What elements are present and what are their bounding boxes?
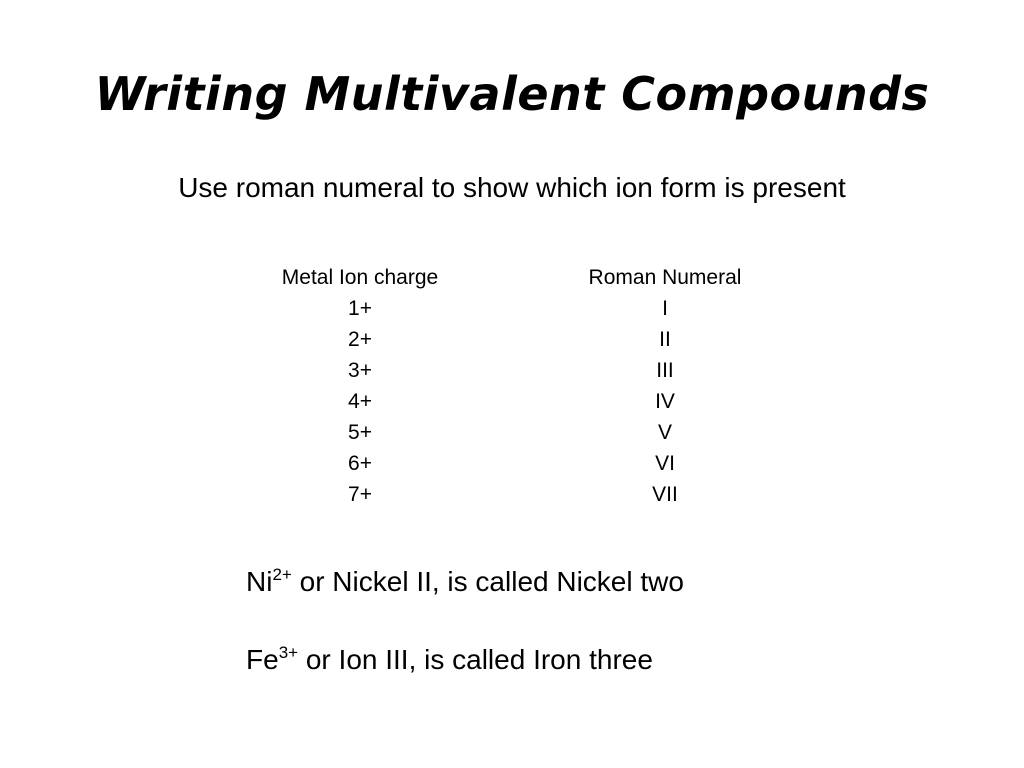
header-metal-ion-charge: Metal Ion charge xyxy=(281,266,439,289)
example-text: or Ion III, is called Iron three xyxy=(298,644,653,675)
numeral-cell: III xyxy=(656,359,674,382)
numeral-cell: V xyxy=(657,421,672,444)
table-row xyxy=(0,479,1024,510)
example-nickel xyxy=(246,564,684,600)
table-header-row xyxy=(0,262,1024,293)
example-iron xyxy=(246,642,653,678)
charge-cell: 5+ xyxy=(348,421,372,444)
table-row xyxy=(0,386,1024,417)
header-roman-numeral: Roman Numeral xyxy=(588,266,742,289)
ion-charge-superscript: 2+ xyxy=(272,565,292,584)
slide-title: Writing Multivalent Compounds xyxy=(94,67,930,121)
table-row xyxy=(0,355,1024,386)
element-symbol: Ni xyxy=(246,566,273,597)
charge-cell: 2+ xyxy=(348,328,372,351)
table-row xyxy=(0,448,1024,479)
table-row xyxy=(0,324,1024,355)
element-symbol: Fe xyxy=(246,644,279,675)
numeral-cell: VI xyxy=(655,452,675,475)
ion-charge-superscript: 3+ xyxy=(278,643,299,662)
table-row xyxy=(0,293,1024,324)
charge-cell: 6+ xyxy=(348,452,372,475)
charge-cell: 7+ xyxy=(348,483,372,506)
charge-cell: 1+ xyxy=(348,297,372,320)
table-row xyxy=(0,417,1024,448)
numeral-cell: I xyxy=(662,297,668,320)
ion-charge-table xyxy=(0,262,1024,510)
charge-cell: 3+ xyxy=(348,359,372,382)
charge-cell: 4+ xyxy=(348,390,372,413)
numeral-cell: VII xyxy=(652,483,678,506)
slide-subtitle: Use roman numeral to show which ion form is present xyxy=(178,172,846,203)
numeral-cell: IV xyxy=(655,390,675,413)
numeral-cell: II xyxy=(659,328,671,351)
example-text: or Nickel II, is called Nickel two xyxy=(291,566,684,597)
